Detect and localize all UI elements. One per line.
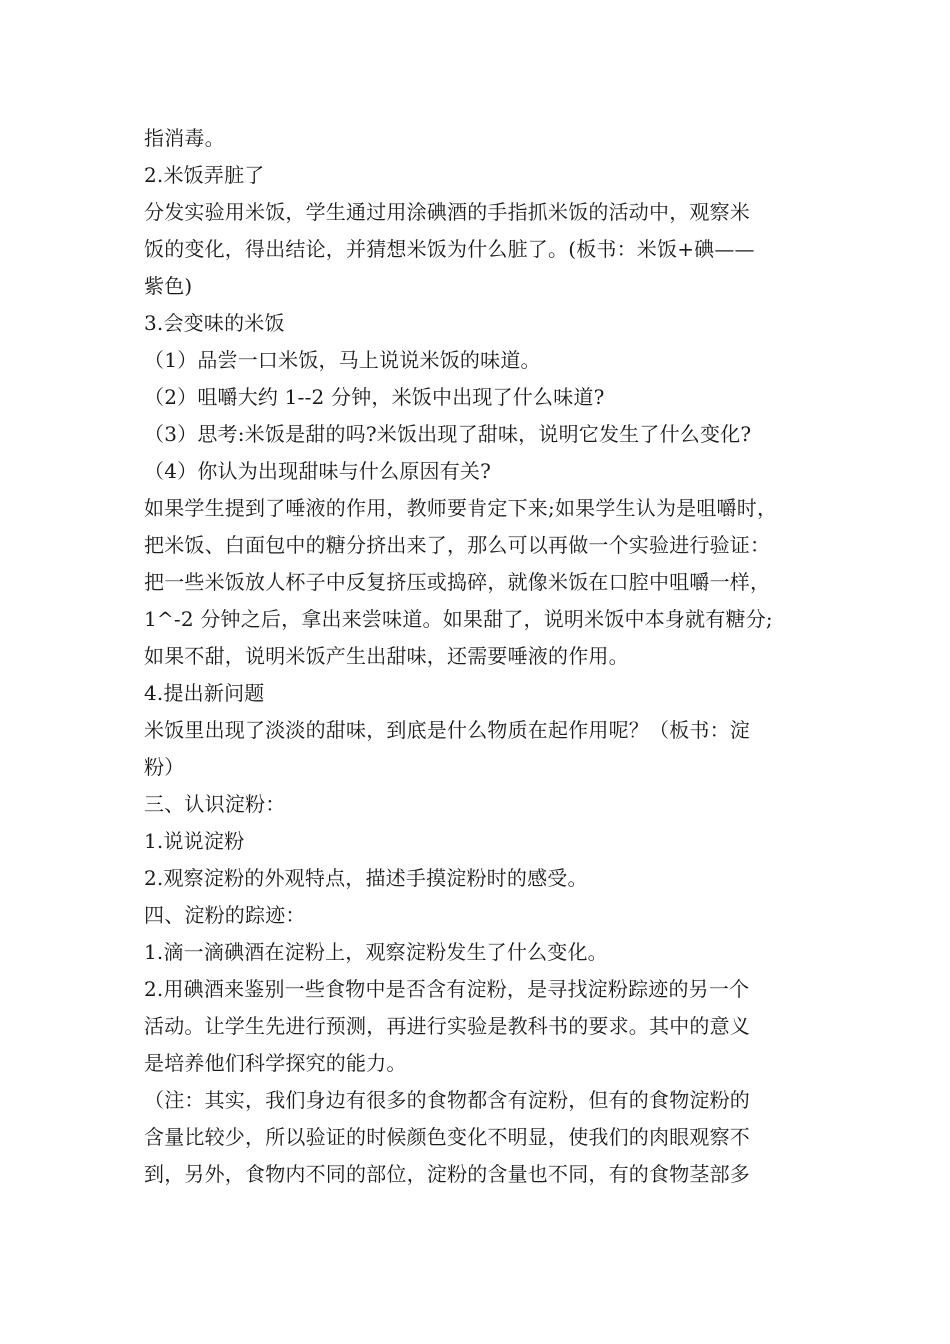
- text-line: 把米饭、白面包中的糖分挤出来了，那么可以再做一个实验进行验证：: [144, 533, 771, 557]
- note-line: 到，另外，食物内不同的部位，淀粉的含量也不同，有的食物茎部多: [144, 1162, 750, 1186]
- section-heading: 1.说说淀粉: [144, 829, 245, 853]
- text-line: 指消毒。: [144, 126, 225, 150]
- note-line: 含量比较少，所以验证的时候颜色变化不明显，使我们的肉眼观察不: [144, 1125, 750, 1149]
- document-body: [144, 120, 824, 1193]
- text-line: 把一些米饭放人杯子中反复挤压或捣碎，就像米饭在口腔中咀嚼一样，: [144, 570, 771, 594]
- text-line: 饭的变化，得出结论，并猜想米饭为什么脏了。(板书：米饭+碘——: [144, 237, 755, 261]
- note-line: （注：其实，我们身边有很多的食物都含有淀粉，但有的食物淀粉的: [144, 1088, 750, 1112]
- text-line: 分发实验用米饭，学生通过用涂碘酒的手指抓米饭的活动中，观察米: [144, 200, 750, 224]
- list-item: （4）你认为出现甜味与什么原因有关?: [144, 459, 492, 483]
- list-item: （1）品尝一口米饭，马上说说米饭的味道。: [144, 348, 541, 372]
- text-line: 1.滴一滴碘酒在淀粉上，观察淀粉发生了什么变化。: [144, 940, 608, 964]
- section-heading: 3.会变味的米饭: [144, 311, 285, 335]
- list-item: （3）思考:米饭是甜的吗?米饭出现了甜味，说明它发生了什么变化?: [144, 422, 752, 446]
- section-heading: 4.提出新问题: [144, 681, 265, 705]
- text-line: 1^-2 分钟之后，拿出来尝味道。如果甜了，说明米饭中本身就有糖分;: [144, 607, 773, 631]
- section-heading: 2.米饭弄脏了: [144, 163, 265, 187]
- list-item: （2）咀嚼大约 1--2 分钟，米饭中出现了什么味道?: [144, 385, 605, 409]
- text-line: 2.用碘酒来鉴别一些食物中是否含有淀粉，是寻找淀粉踪迹的另一个: [144, 977, 750, 1001]
- text-line: 紫色): [144, 274, 193, 298]
- text-line: 如果不甜，说明米饭产生出甜味，还需要唾液的作用。: [144, 644, 629, 668]
- text-line: 如果学生提到了唾液的作用，教师要肯定下来;如果学生认为是咀嚼时，: [144, 496, 778, 520]
- text-line: 是培养他们科学探究的能力。: [144, 1051, 407, 1075]
- section-heading: 三、认识淀粉：: [144, 792, 286, 816]
- section-heading: 四、淀粉的踪迹：: [144, 903, 306, 927]
- text-line: 米饭里出现了淡淡的甜味，到底是什么物质在起作用呢？（板书：淀: [144, 718, 750, 742]
- text-line: 粉）: [144, 755, 185, 779]
- text-line: 活动。让学生先进行预测，再进行实验是教科书的要求。其中的意义: [144, 1014, 750, 1038]
- text-line: 2.观察淀粉的外观特点，描述手摸淀粉时的感受。: [144, 866, 588, 890]
